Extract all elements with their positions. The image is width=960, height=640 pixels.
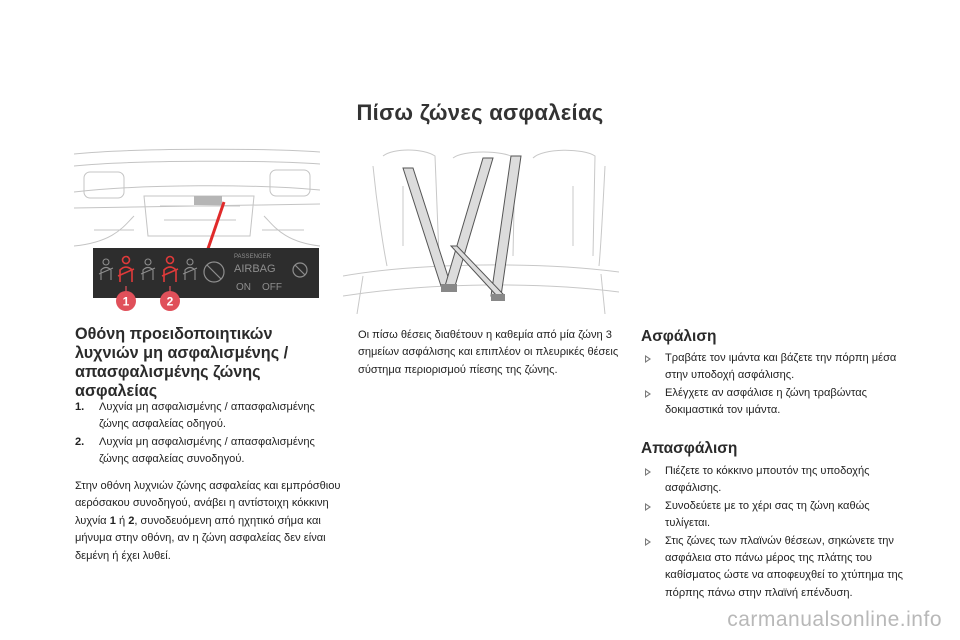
bullet-arrow-icon (645, 503, 651, 511)
warning-lights-list (75, 399, 345, 469)
locking-title: Ασφάλιση (641, 328, 717, 345)
on-label: ON (236, 282, 251, 293)
warning-lights-title: Οθόνη προειδοποιητικών λυχνιών μη ασφαλισμένης / απασφαλισμένης ζώνης ασφαλείας (75, 325, 289, 400)
dashboard-warning-panel-illustration (74, 146, 320, 314)
bullet-arrow-icon (645, 538, 651, 546)
warning-lights-paragraph (75, 478, 345, 565)
page-title: Πίσω ζώνες ασφαλείας (356, 100, 604, 125)
off-label: OFF (262, 282, 282, 293)
callout-2: 2 (166, 294, 174, 309)
item-text: Λυχνία μη ασφαλισμένης / απασφαλισμένης ζώνης ασφαλείας οδηγού. (99, 401, 315, 431)
list-item (641, 350, 906, 385)
unlocking-title: Απασφάλιση (641, 440, 738, 457)
item-text: Ελέγχετε αν ασφάλισε η ζώνη τραβώντας δοκιμαστικά τον ιμάντα. (665, 386, 867, 417)
light-ref-2: 2 (128, 514, 135, 527)
item-number: 1. (75, 401, 85, 413)
paragraph-text: , συνοδευόμενη από ηχητικό σήμα και μήνυμα στην οθόνη, αν η ζώνη ασφαλείας δεν είναι δεμένη ή έχει λυθεί. (75, 514, 326, 562)
item-text: Πιέζετε το κόκκινο μπουτόν της υποδοχής ασφάλισης. (665, 465, 870, 495)
light-ref-1: 1 (109, 514, 116, 527)
paragraph-text: Στην οθόνη λυχνιών ζώνης ασφαλείας και εμπρόσθιου αερόσακου συνοδηγού, ανάβει η αντίστοιχη κόκκινη λυχνία (75, 480, 341, 527)
item-text: Τραβάτε τον ιμάντα και βάζετε την πόρπη μέσα στην υποδοχή ασφάλισης. (665, 352, 897, 382)
unlocking-steps (641, 463, 911, 602)
locking-steps (641, 350, 906, 420)
rear-seat-belts-illustration (343, 146, 619, 314)
list-item (641, 385, 906, 420)
paragraph-text: ή (115, 514, 129, 527)
list-item (641, 498, 911, 533)
passenger-label: PASSENGER (234, 254, 271, 260)
list-item (641, 463, 911, 498)
rear-seats-intro: Οι πίσω θέσεις διαθέτουν η καθεμία από μία ζώνη 3 σημείων ασφάλισης και επιπλέον οι πλευρικές θέσεις σύστημα περιορισμού πίεσης της ζώνης. (358, 329, 619, 376)
list-item (75, 399, 345, 434)
item-number: 2. (75, 435, 85, 448)
warning-panel-display (93, 248, 319, 298)
item-text: Λυχνία μη ασφαλισμένης / απασφαλισμένης ζώνης ασφαλείας συνοδηγού. (99, 435, 315, 466)
bullet-arrow-icon (645, 390, 651, 398)
item-text: Στις ζώνες των πλαϊνών θέσεων, σηκώνετε την ασφάλεια στο πάνω μέρος της πλάτης του καθίσματος ώστε να αποφευχθεί το χτύπημα της πόρπης πάνω στην πλαϊνή επένδυση. (665, 534, 904, 599)
airbag-label: AIRBAG (234, 263, 276, 275)
bullet-arrow-icon (645, 468, 651, 476)
item-text: Συνοδεύετε με το χέρι σας τη ζώνη καθώς τυλίγεται. (665, 499, 870, 530)
bullet-arrow-icon (645, 355, 651, 363)
list-item (75, 434, 345, 469)
watermark: carmanualsonline.info (727, 608, 942, 631)
callout-1: 1 (122, 294, 130, 309)
list-item (641, 533, 911, 603)
